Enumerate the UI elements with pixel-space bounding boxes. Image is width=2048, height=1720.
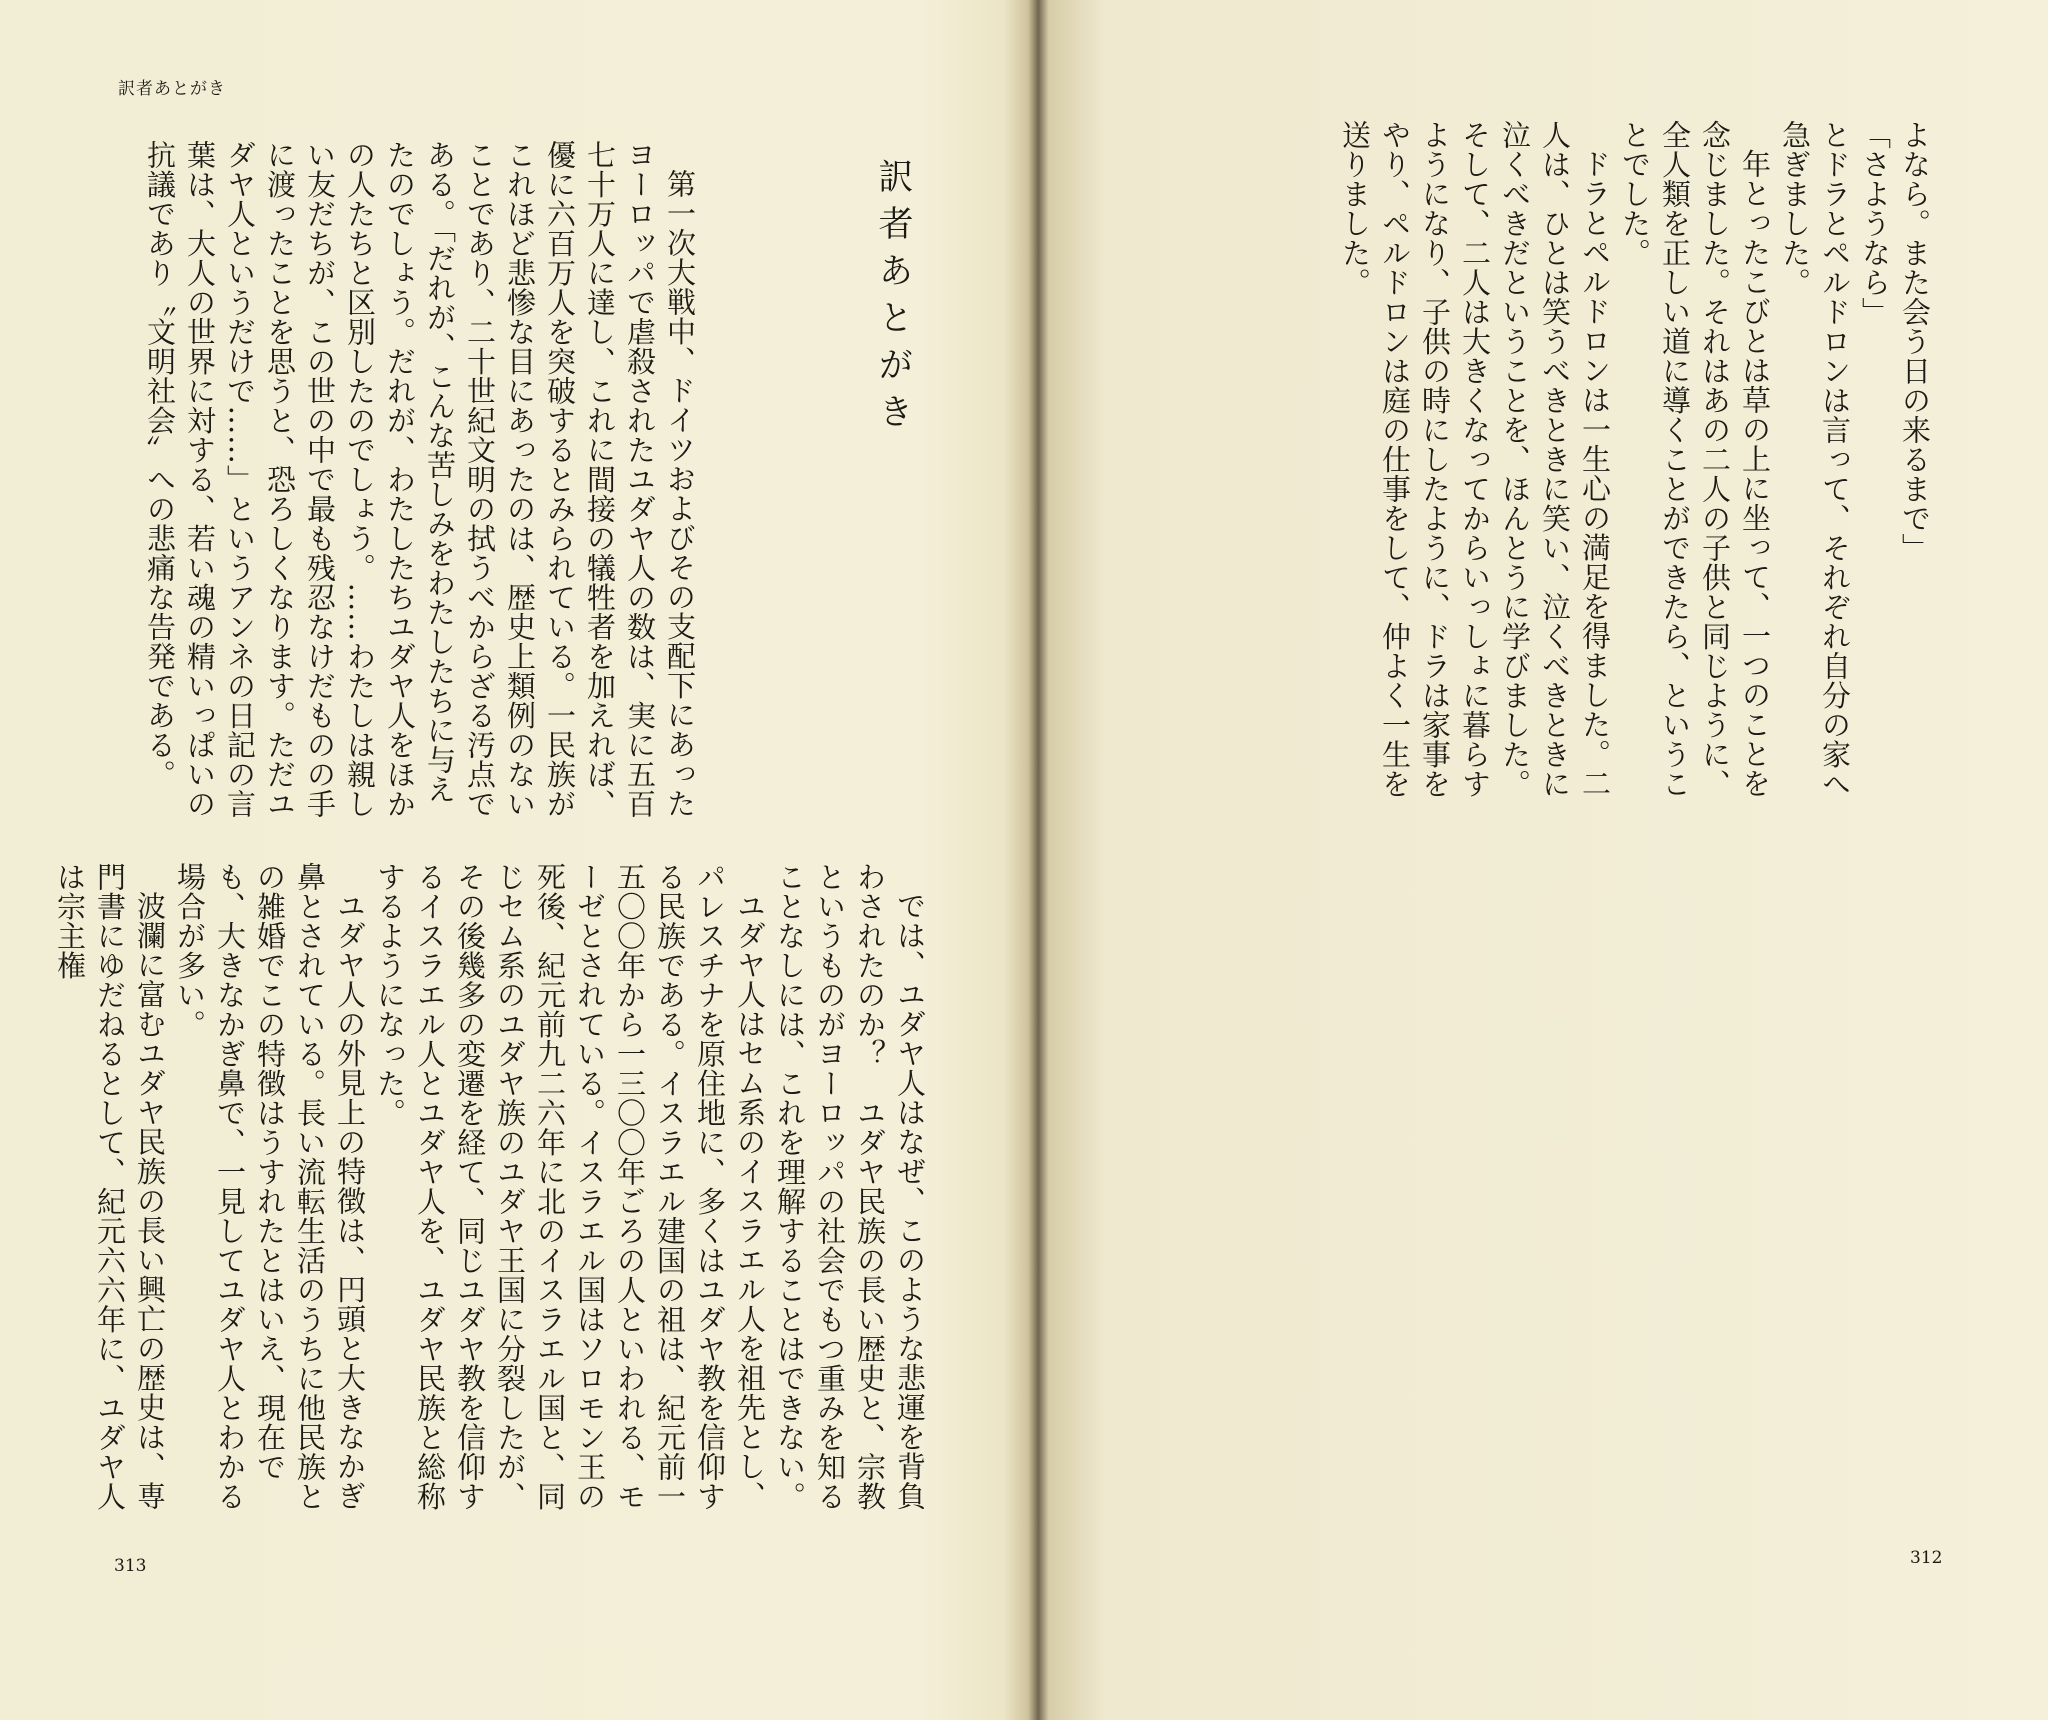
paragraph: 第一次大戦中、ドイツおよびその支配下にあったヨーロッパで虐殺されたユダヤ人の数は、実に五百七十万人に達し、これに間接の犠牲者を加えれば、優に六百万人を突破するとみられている。一民族がこれほど悲惨な目にあったのは、歴史上類例のないことであり、二十世紀文明の拭うべからざる汚点である。「だれが、こんな苦しみをわたしたちに与えたのでしょう。だれが、わたしたちユダヤ人をほかの人たちと区別したのでしょう。……わたしは親しい友だちが、この世の中で最も残忍なけだものの手に渡ったことを思うと、恐ろしくなります。ただユダヤ人というだけで……」というアンネの日記の言葉は、大人の世界に対する、若い魂の精いっぱいの抗議であり〝文明社会〟への悲痛な告発である。 — [143, 140, 697, 819]
afterword-lower-block — [53, 862, 930, 1522]
paragraph: ユダヤ人の外見上の特徴は、円頭と大きなかぎ鼻とされている。長い流転生活のうちに他民族との雑婚でこの特徴はうすれたとはいえ、現在でも、大きなかぎ鼻で、一見してユダヤ人とわかる場合が多い。 — [173, 862, 367, 1511]
paragraph: よなら。また会う日の来るまで」 — [1898, 120, 1932, 563]
left-page — [0, 0, 1020, 1720]
running-head: 訳者あとがき — [118, 79, 226, 99]
right-page — [1020, 0, 2048, 1720]
paragraph: ドラとペルドロンは一生心の満足を得ました。二人は、ひとは笑うべきときに笑い、泣くべきときに泣くべきだということを、ほんとうに学びました。そして、二人は大きくなってからいっしょに暮らすようになり、子供の時にしたように、ドラは家事をやり、ペルドロンは庭の仕事をして、仲よく一生を送りました。 — [1338, 120, 1612, 799]
paragraph: ユダヤ人はセム系のイスラエル人を祖先とし、パレスチナを原住地に、多くはユダヤ教を信仰する民族である。イスラエル建国の祖は、紀元前一五〇〇年から一三〇〇年ごろの人といわれる、モーゼとされている。イスラエル国はソロモン王の死後、紀元前九二六年に北のイスラエル国と、同じセム系のユダヤ族のユダヤ王国に分裂したが、その後幾多の変遷を経て、同じユダヤ教を信仰するイスラエル人とユダヤ人を、ユダヤ民族と総称するようになった。 — [373, 862, 767, 1511]
story-ending-block — [1338, 120, 1935, 820]
paragraph: 年とったこびとは草の上に坐って、一つのことを念じました。それはあの二人の子供と同じように、全人類を正しい道に導くことができたら、ということでした。 — [1618, 120, 1772, 799]
paragraph: では、ユダヤ人はなぜ、このような悲運を背負わされたのか？ ユダヤ民族の長い歴史と、宗教というものがヨーロッパの社会でもつ重みを知ることなしには、これを理解することはできない。 — [773, 862, 927, 1511]
page-number: 313 — [114, 1556, 147, 1576]
afterword-upper-block — [100, 140, 700, 830]
paragraph: とドラとペルドロンは言って、それぞれ自分の家へ急ぎました。 — [1778, 120, 1852, 799]
chapter-heading: 訳者あとがき — [873, 158, 913, 440]
paragraph: 波瀾に富むユダヤ民族の長い興亡の歴史は、専門書にゆだねるとして、紀元六六年に、ユダヤ人は宗主権 — [53, 862, 167, 1511]
page-number: 312 — [1910, 1548, 1943, 1568]
paragraph: 「さようなら」 — [1858, 120, 1892, 327]
